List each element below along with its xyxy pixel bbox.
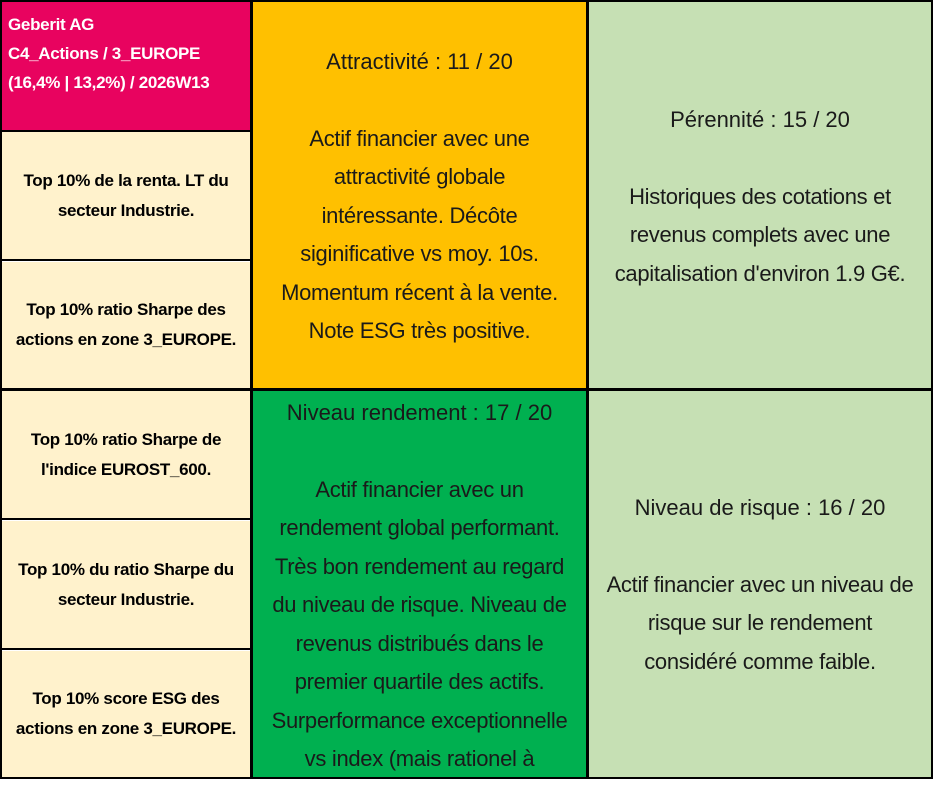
- grid-line: [250, 0, 253, 779]
- tag-line: l'indice EUROST_600.: [41, 459, 211, 479]
- tag-line: Top 10% ratio Sharpe des: [26, 300, 226, 319]
- grid-line: [0, 259, 252, 261]
- tag-line: Top 10% score ESG des: [32, 689, 220, 708]
- perennite-panel: [589, 2, 931, 388]
- rendement-title: Niveau rendement : 17 / 20: [286, 400, 553, 425]
- rendement-line: Actif financier avec un: [315, 476, 524, 502]
- tag-sharpe-secteur: [2, 521, 250, 648]
- grid-line: [0, 388, 933, 391]
- grid-line: [0, 777, 933, 779]
- grid-line: [0, 0, 2, 779]
- risque-panel: [589, 391, 931, 777]
- rendement-line: rendement global performant.: [279, 515, 560, 540]
- rendement-panel: [253, 391, 586, 777]
- perennite-line: capitalisation d'environ 1.9 G€.: [614, 260, 906, 286]
- grid-line: [0, 130, 252, 132]
- perennite-title: Pérennité : 15 / 20: [670, 107, 850, 132]
- perennite-line: Historiques des cotations et: [629, 183, 891, 209]
- perennite-line: revenus complets avec une: [629, 222, 891, 247]
- tag-line: Top 10% du ratio Sharpe du: [18, 559, 234, 579]
- attractivite-line: Momentum récent à la vente.: [281, 279, 558, 305]
- tag-line: actions en zone 3_EUROPE.: [15, 330, 237, 349]
- grid-line: [0, 648, 252, 650]
- attractivite-line: intéressante. Décôte: [321, 202, 518, 228]
- tag-sharpe-indice: [2, 391, 250, 518]
- rendement-line: vs index (mais rationel à: [304, 746, 535, 771]
- tag-line: actions en zone 3_EUROPE.: [15, 719, 237, 738]
- asset-header: [2, 2, 250, 130]
- attractivite-line: attractivité globale: [333, 164, 506, 189]
- attractivite-line: siginificative vs moy. 10s.: [300, 241, 539, 266]
- rendement-line: revenus distribués dans le: [295, 630, 544, 656]
- asset-stats: (16,4% | 13,2%) / 2026W13: [8, 73, 210, 92]
- attractivite-line: Actif financier avec une: [309, 125, 530, 151]
- attractivite-panel: [253, 2, 586, 388]
- risque-line: risque sur le rendement: [647, 610, 873, 635]
- rendement-line: du niveau de risque. Niveau de: [272, 592, 567, 617]
- tag-line: secteur Industrie.: [57, 200, 195, 220]
- risque-line: considéré comme faible.: [644, 648, 876, 674]
- attractivite-title: Attractivité : 11 / 20: [326, 49, 513, 74]
- risque-title: Niveau de risque : 16 / 20: [634, 495, 886, 520]
- tag-line: Top 10% ratio Sharpe de: [30, 429, 222, 449]
- attractivite-line: Note ESG très positive.: [308, 318, 531, 343]
- rendement-line: Très bon rendement au regard: [274, 553, 565, 579]
- rendement-line: Surperformance exceptionnelle: [271, 707, 568, 733]
- asset-category: C4_Actions / 3_EUROPE: [8, 44, 201, 63]
- tag-esg-zone: [2, 651, 250, 777]
- tag-line: Top 10% de la renta. LT du: [23, 170, 229, 190]
- grid-line: [0, 0, 933, 2]
- tag-line: secteur Industrie.: [57, 589, 195, 609]
- grid-line: [0, 518, 252, 520]
- risque-line: Actif financier avec un niveau de: [606, 571, 914, 597]
- grid-line: [586, 0, 589, 779]
- tag-sharpe-zone: [2, 262, 250, 388]
- company-name: Geberit AG: [8, 15, 95, 34]
- rendement-line: premier quartile des actifs.: [294, 669, 545, 694]
- tag-renta-secteur: [2, 132, 250, 259]
